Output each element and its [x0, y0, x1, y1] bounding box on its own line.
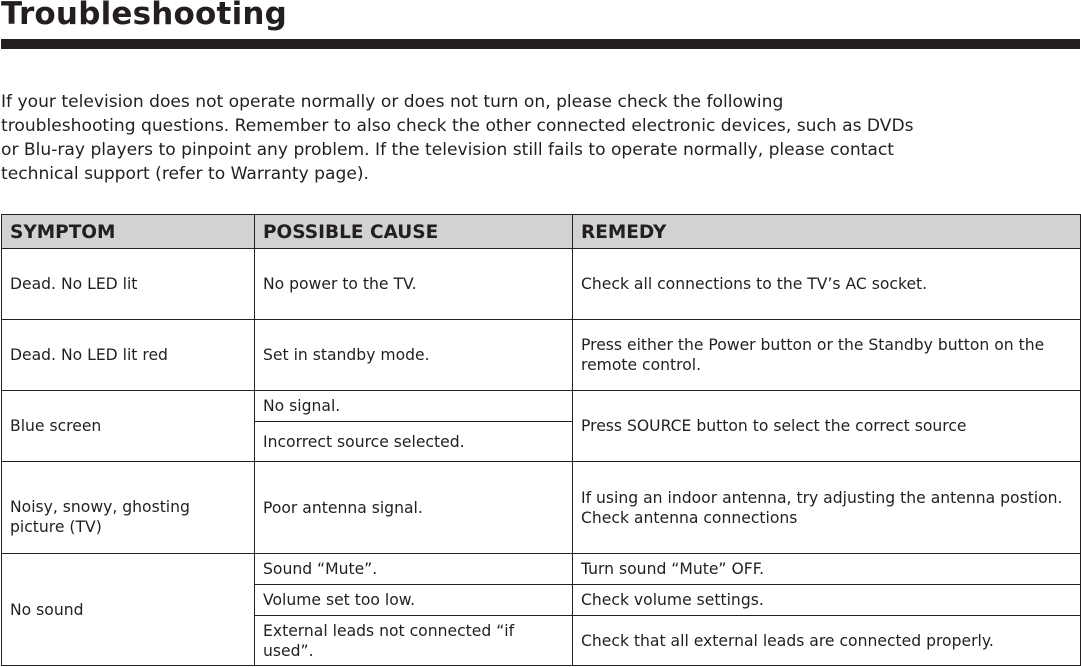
table-row: [2, 554, 1081, 585]
remedy-cell: Check that all external leads are connected properly.: [573, 616, 1081, 666]
remedy-cell: Check all connections to the TV’s AC socket.: [573, 249, 1081, 320]
table-row: [2, 320, 1081, 391]
header-symptom: SYMPTOM: [2, 215, 255, 249]
cause-cell: Poor antenna signal.: [255, 462, 573, 554]
cause-cell: Sound “Mute”.: [255, 554, 573, 585]
header-possible-cause: POSSIBLE CAUSE: [255, 215, 573, 249]
remedy-cell: If using an indoor antenna, try adjusting the antenna postion. Check antenna connections: [573, 462, 1081, 554]
remedy-cell: Press either the Power button or the Standby button on the remote control.: [573, 320, 1081, 391]
page-title: Troubleshooting: [1, 0, 288, 32]
cause-cell: No power to the TV.: [255, 249, 573, 320]
intro-paragraph: [1, 90, 1081, 186]
title-divider: [1, 39, 1080, 49]
table-row: [2, 391, 1081, 422]
symptom-cell: Blue screen: [2, 391, 255, 462]
symptom-cell: Dead. No LED lit: [2, 249, 255, 320]
header-remedy: REMEDY: [573, 215, 1081, 249]
table-row: [2, 462, 1081, 554]
intro-line: technical support (refer to Warranty page).: [1, 164, 369, 184]
cause-cell: No signal.: [255, 391, 573, 422]
cause-cell: Volume set too low.: [255, 585, 573, 616]
cause-cell: Incorrect source selected.: [255, 422, 573, 462]
remedy-cell: Turn sound “Mute” OFF.: [573, 554, 1081, 585]
symptom-cell: Dead. No LED lit red: [2, 320, 255, 391]
table-row: [2, 249, 1081, 320]
symptom-cell: No sound: [2, 554, 255, 666]
intro-line: If your television does not operate normally or does not turn on, please check the following: [1, 92, 784, 112]
intro-line: troubleshooting questions. Remember to also check the other connected electronic devices, such as DVDs: [1, 116, 914, 136]
troubleshooting-table: [1, 214, 1081, 666]
intro-line: or Blu-ray players to pinpoint any problem. If the television still fails to operate normally, please contact: [1, 140, 894, 160]
symptom-cell: Noisy, snowy, ghosting picture (TV): [2, 462, 255, 554]
remedy-cell: Press SOURCE button to select the correct source: [573, 391, 1081, 462]
cause-cell: Set in standby mode.: [255, 320, 573, 391]
cause-cell: External leads not connected “if used”.: [255, 616, 573, 666]
remedy-cell: Check volume settings.: [573, 585, 1081, 616]
table-header-row: [2, 215, 1081, 249]
